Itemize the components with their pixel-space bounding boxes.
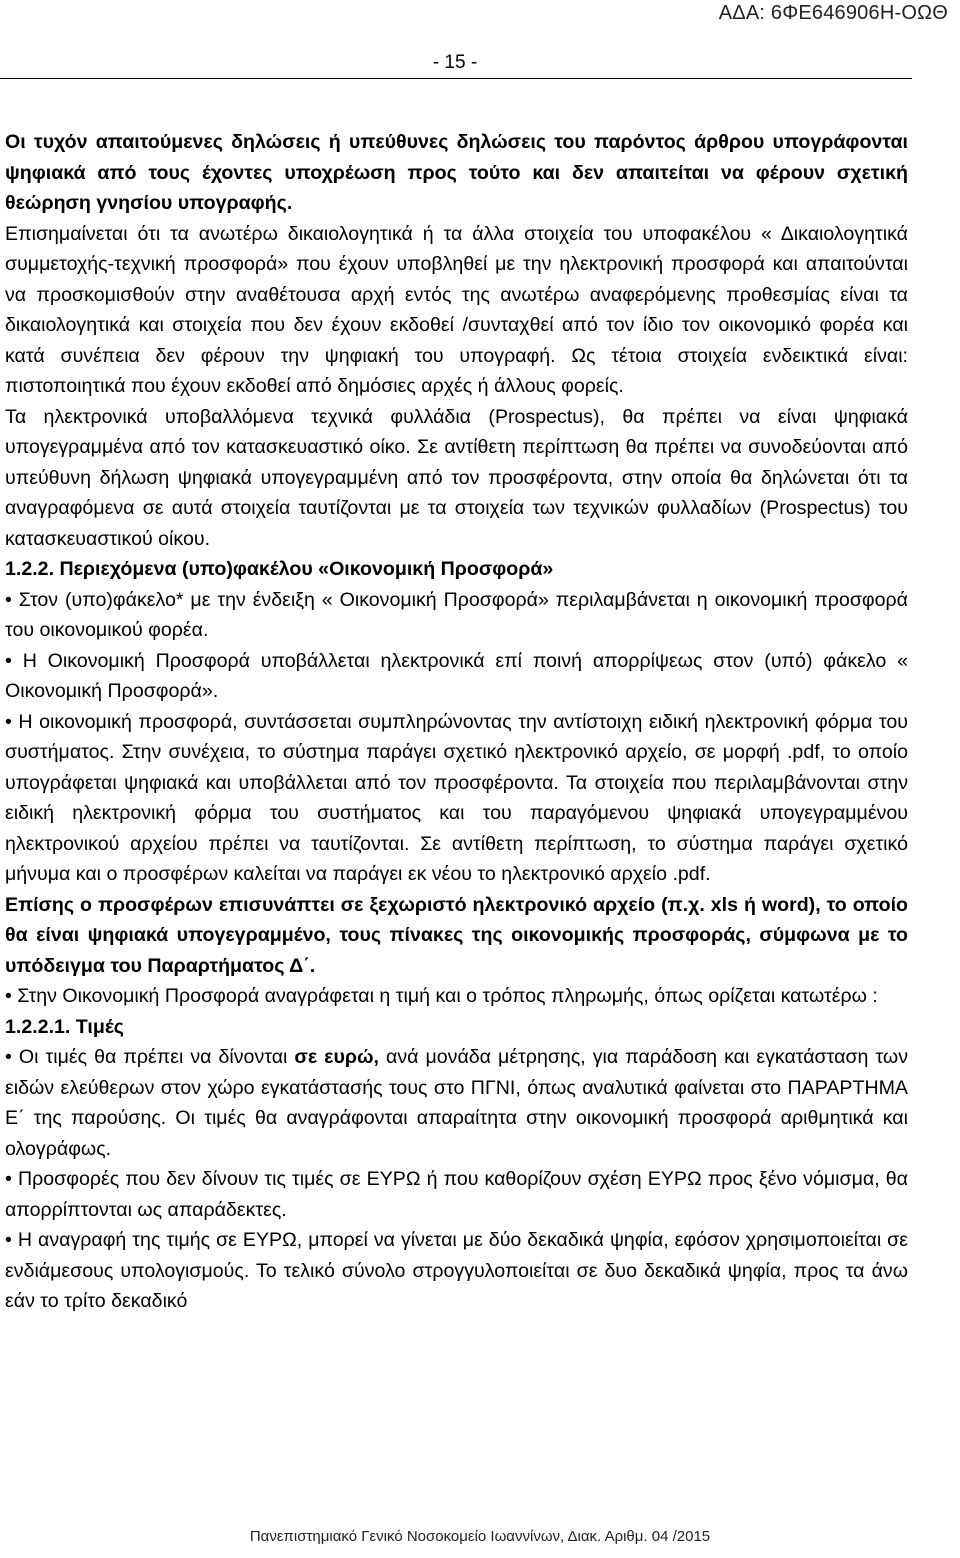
prices-lead: • Οι τιμές θα πρέπει να δίνονται [5,1046,295,1068]
supporting-documents-paragraph: Επισημαίνεται ότι τα ανωτέρω δικαιολογητικά ή τα άλλα στοιχεία του υποφακέλου « Δικαιολογητικά συμμετοχής-τεχνική προσφορά» που έχουν υποβληθεί με την ηλεκτρονική προσφορά και απαιτούνται να προσκομισθούν στην αναθέτουσα αρχή εντός της ανωτέρω αναφερόμενης προθεσμίας είναι τα δικαιολογητικά και στοιχεία που δεν έχουν εκδοθεί /συνταχθεί από τον ίδιο τον οικονομικό φορέα και κατά συνέπεια δεν φέρουν την ψηφιακή του υπογραφή. Ως τέτοια στοιχεία ενδεικτικά είναι: πιστοποιητικά που έχουν εκδοθεί από δημόσιες αρχές ή άλλους φορείς. [5,222,908,397]
bullet-subfolder: • Στον (υπο)φάκελο* με την ένδειξη « Οικονομική Προσφορά» περιλαμβάνεται η οικονομική προσφορά του οικονομικού φορέα. [5,588,908,641]
attachment-paragraph: Επίσης ο προσφέρων επισυνάπτει σε ξεχωριστό ηλεκτρονικό αρχείο (π.χ. xls ή word), το οποίο θα είναι ψηφιακά υπογεγραμμένο, τους πίνακες της οικονομικής προσφοράς, σύμφωνα με το υπόδειγμα του Παραρτήματος Δ΄. [5,893,908,977]
bullet-electronic-form: • Η οικονομική προσφορά, συντάσσεται συμπληρώνοντας την αντίστοιχη ειδική ηλεκτρονική φόρμα του συστήματος. Στην συνέχεια, το σύστημα παράγει σχετικό ηλεκτρονικό αρχείο, σε μορφή .pdf, το οποίο υπογράφεται ψηφιακά και υποβάλλεται από τον προσφέροντα. Τα στοιχεία που περιλαμβάνονται στην ειδική ηλεκτρονική φόρμα του συστήματος και του παραγόμενου ψηφιακά υπογεγραμμένου ηλεκτρονικού αρχείου πρέπει να ταυτίζονται. Σε αντίθετη περίπτωση, το σύστημα παράγει σχετικό μήνυμα και ο προσφέρων καλείται να παράγει εκ νέου το ηλεκτρονικό αρχείο .pdf. [5,710,908,885]
signature-paragraph: Οι τυχόν απαιτούμενες δηλώσεις ή υπεύθυνες δηλώσεις του παρόντος άρθρου υπογράφονται ψηφιακά από τους έχοντες υποχρέωση προς τούτο και δεν απαιτείται να φέρουν σχετική θεώρηση γνησίου υπογραφής. [5,131,908,214]
prices-rest: ανά μονάδα μέτρησης, για παράδοση και εγκατάσταση των ειδών ελεύθερων στον χώρο εγκατάστασής τους στο ΠΓΝΙ, όπως αναλυτικά φαίνεται στο ΠΑΡΑΡΤΗΜΑ Ε΄ της παρούσης. Οι τιμές θα αναγράφονται απαραίτητα στην οικονομική προσφορά αριθμητικά και ολογράφως. [5,1046,909,1160]
page-number: - 15 - [432,52,478,73]
section-heading-prices: 1.2.2.1. Τιμές [5,1015,124,1038]
header-rule [0,78,912,79]
section-heading-financial-offer: 1.2.2. Περιεχόμενα (υπο)φακέλου «Οικονομική Προσφορά» [5,558,554,580]
bullet-rejected-offers: • Προσφορές που δεν δίνουν τις τιμές σε ΕΥΡΩ ή που καθορίζουν σχέση ΕΥΡΩ προς ξένο νόμισμα, θα απορρίπτονται ως απαράδεκτες. [5,1168,908,1221]
bullet-decimal-digits: • Η αναγραφή της τιμής σε ΕΥΡΩ, μπορεί να γίνεται με δύο δεκαδικά ψηφία, εφόσον χρησιμοποιείται σε ενδιάμεσους υπολογισμούς. Το τελικό σύνολο στρογγυλοποιείται σε δυο δεκαδικά ψηφία, προς τα άνω εάν το τρίτο δεκαδικό [5,1229,908,1312]
prices-bold: σε ευρώ, [294,1046,379,1068]
prospectus-paragraph: Τα ηλεκτρονικά υποβαλλόμενα τεχνικά φυλλάδια (Prospectus), θα πρέπει να είναι ψηφιακά υπογεγραμμένα από τον κατασκευαστικό οίκο. Σε αντίθετη περίπτωση θα πρέπει να συνοδεύονται από υπεύθυνη δήλωση ψηφιακά υπογεγραμμένη από τον προσφέροντα, στην οποία θα δηλώνεται ότι τα αναγραφόμενα σε αυτά στοιχεία ταυτίζονται με τα στοιχεία των τεχνικών φυλλαδίων (Prospectus) του κατασκευαστικού οίκου. [5,405,908,550]
document-body [5,127,908,1317]
footer-text: Πανεπιστημιακό Γενικό Νοσοκομείο Ιωαννίνων, Διακ. Αριθμ. 04 /2015 [249,1528,711,1545]
bullet-prices-euro [5,1042,908,1164]
bullet-electronic-submission: • Η Οικονομική Προσφορά υποβάλλεται ηλεκτρονικά επί ποινή απορρίψεως στον (υπό) φάκελο « Οικονομική Προσφορά». [5,649,908,702]
bullet-price-payment: • Στην Οικονομική Προσφορά αναγράφεται η τιμή και ο τρόπος πληρωμής, όπως ορίζεται κατωτέρω : [5,985,878,1007]
ada-code: ΑΔΑ: 6ΦΕ646906Η-ΟΩΘ [718,2,948,24]
